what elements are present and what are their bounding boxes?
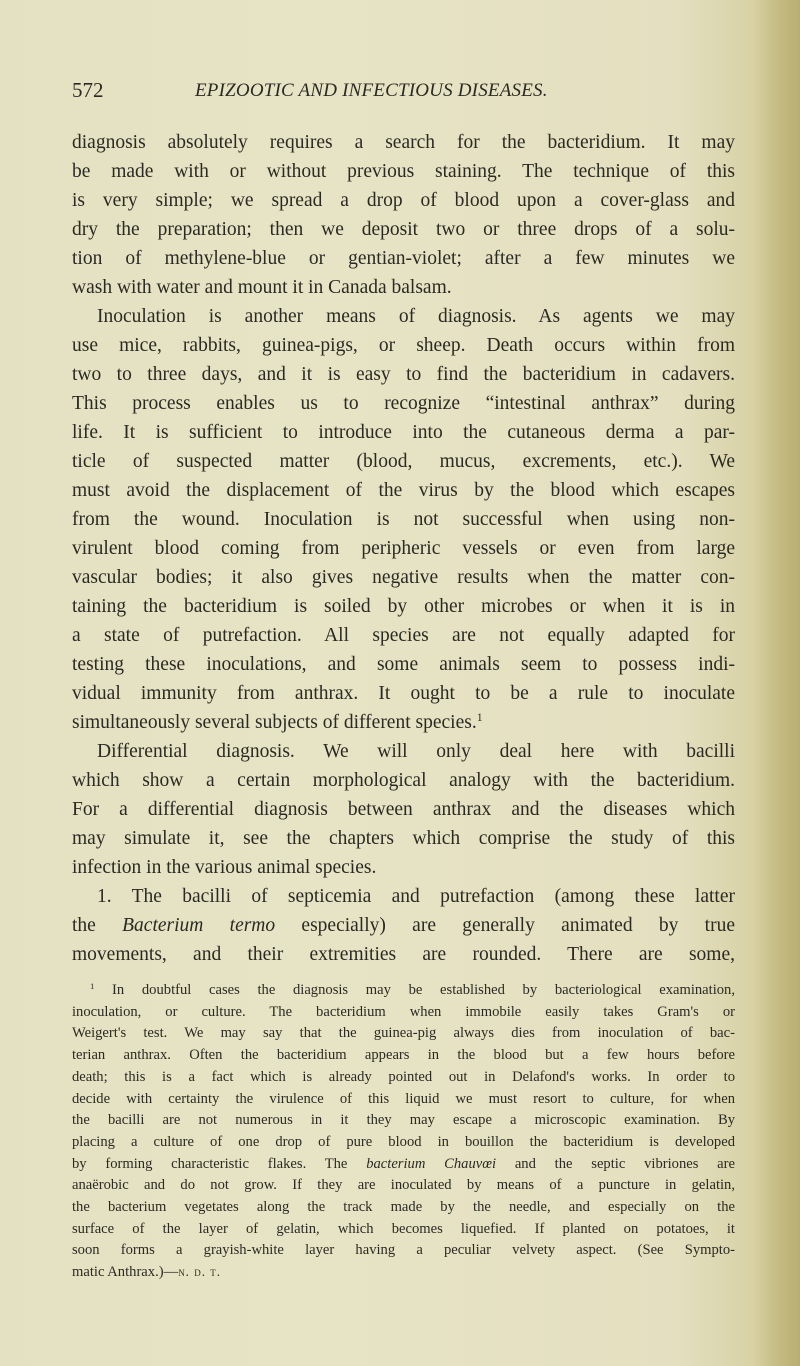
footnote-line (72, 1088, 735, 1110)
footnote-line (72, 1196, 735, 1218)
text-segment: taining the bacteridium is soiled by other microbes or when it is in (72, 596, 735, 617)
text-segment: dry the preparation; then we deposit two or three drops of a solu- (72, 219, 735, 240)
body-line (72, 215, 735, 244)
text-segment: placing a culture of one drop of pure blood in bouillon the bacteridium is developed (72, 1133, 735, 1150)
body-line (72, 186, 735, 215)
footnote-line (72, 1001, 735, 1023)
text-segment: is very simple; we spread a drop of blood upon a cover-glass and (72, 190, 735, 211)
footnote-marker: 1 (90, 980, 95, 991)
text-segment: testing these inoculations, and some animals seem to possess indi- (72, 654, 735, 675)
footnote-line (72, 1109, 735, 1131)
text-segment: wash with water and mount it in Canada balsam. (72, 277, 452, 298)
text-segment: n. d. t. (178, 1264, 222, 1280)
body-line (72, 708, 735, 737)
footnote-line (90, 979, 735, 1001)
body-line (72, 621, 735, 650)
text-segment: life. It is sufficient to introduce into the cutaneous derma a par- (72, 422, 735, 443)
body-line (72, 157, 735, 186)
body-line (72, 476, 735, 505)
text-segment: movements, and their extremities are rounded. There are some, (72, 944, 735, 965)
text-segment: by forming characteristic flakes. The (72, 1155, 367, 1172)
text-segment: be made with or without previous staining. The technique of this (72, 161, 735, 182)
body-line (97, 737, 735, 766)
text-segment: virulent blood coming from peripheric vessels or even from large (72, 538, 735, 559)
text-segment: For a differential diagnosis between anthrax and the diseases which (72, 799, 735, 820)
text-segment: soon forms a grayish-white layer having a peculiar velvety aspect. (See Sympto- (72, 1242, 735, 1259)
body-line (72, 505, 735, 534)
text-segment: from the wound. Inoculation is not successful when using non- (72, 509, 735, 530)
body-line (72, 447, 735, 476)
page-number: 572 (72, 78, 104, 102)
text-segment: ticle of suspected matter (blood, mucus, excrements, etc.). We (72, 451, 735, 472)
footnote-line (72, 1131, 735, 1153)
text-segment: a state of putrefaction. All species are not equally adapted for (72, 625, 735, 646)
text-segment: simultaneously several subjects of different species. (72, 712, 477, 733)
footnote-line (72, 1044, 735, 1066)
text-segment: the bacterium vegetates along the track made by the needle, and especially on the (72, 1199, 735, 1215)
footnote-marker: 1 (476, 710, 483, 724)
text-segment: Differential diagnosis. We will only deal here with bacilli (97, 741, 735, 762)
body-line (72, 911, 735, 940)
text-segment: tion of methylene-blue or gentian-violet; after a few minutes we (72, 248, 735, 269)
body-line (97, 302, 735, 331)
footnote-line (72, 1239, 735, 1261)
text-segment: Inoculation is another means of diagnosis. As agents we may (97, 306, 735, 327)
body-line (72, 853, 735, 882)
footnote-line (72, 1261, 735, 1283)
body-line (72, 795, 735, 824)
footnote-line (72, 1022, 735, 1044)
text-segment: two to three days, and it is easy to find the bacteridium in cadavers. (72, 364, 735, 385)
text-segment: diagnosis absolutely requires a search for the bacteridium. It may (72, 132, 735, 153)
body-line (72, 592, 735, 621)
body-line (72, 389, 735, 418)
text-segment: matic Anthrax.)— (72, 1264, 179, 1281)
italic-text: Bacterium termo (122, 915, 276, 936)
body-line (72, 360, 735, 389)
text-segment: the (72, 915, 123, 936)
text-segment: death; this is a fact which is already pointed out in Delafond's works. In order to (72, 1068, 735, 1085)
body-line (72, 679, 735, 708)
text-segment: must avoid the displacement of the virus by the blood which escapes (72, 480, 735, 501)
body-line (72, 128, 735, 157)
footnote-line (72, 1218, 735, 1240)
text-segment: 1. The bacilli of septicemia and putrefaction (among these latter (97, 886, 735, 907)
footnote-line (72, 1066, 735, 1088)
body-line (72, 824, 735, 853)
italic-text: bacterium Chauvœi (366, 1155, 497, 1172)
body-line (72, 940, 735, 969)
text-segment: which show a certain morphological analogy with the bacteridium. (72, 770, 735, 791)
text-segment: infection in the various animal species. (72, 857, 377, 878)
body-line (72, 244, 735, 273)
text-segment: vidual immunity from anthrax. It ought to be a rule to inoculate (72, 683, 735, 704)
running-title: EPIZOOTIC AND INFECTIOUS DISEASES. (195, 80, 548, 101)
body-line (72, 650, 735, 679)
body-line (72, 418, 735, 447)
text-segment: terian anthrax. Often the bacteridium appears in the blood but a few hours before (72, 1047, 735, 1064)
text-segment: Weigert's test. We may say that the guinea-pig always dies from inoculation of bac- (72, 1025, 735, 1042)
body-line (72, 534, 735, 563)
text-segment: may simulate it, see the chapters which comprise the study of this (72, 828, 735, 849)
body-line (72, 273, 735, 302)
body-line (72, 766, 735, 795)
text-segment: This process enables us to recognize “intestinal anthrax” during (72, 393, 735, 414)
body-line (72, 331, 735, 360)
text-segment: and the septic vibriones are (496, 1155, 735, 1172)
body-line (72, 563, 735, 592)
text-segment: In doubtful cases the diagnosis may be established by bacteriological examination, (94, 982, 735, 998)
text-segment: surface of the layer of gelatin, which becomes liquefied. If planted on potatoes, it (72, 1220, 735, 1237)
text-segment: decide with certainty the virulence of this liquid we must resort to culture, for when (72, 1090, 735, 1107)
text-segment: use mice, rabbits, guinea-pigs, or sheep. Death occurs within from (72, 335, 735, 356)
body-line (97, 882, 735, 911)
footnote-line (72, 1174, 735, 1196)
text-segment: especially) are generally animated by true (275, 915, 735, 936)
text-segment: anaërobic and do not grow. If they are inoculated by means of a puncture in gelatin, (72, 1177, 735, 1194)
text-segment: inoculation, or culture. The bacteridium when immobile easily takes Gram's or (72, 1003, 735, 1020)
text-segment: vascular bodies; it also gives negative results when the matter con- (72, 567, 735, 588)
text-segment: the bacilli are not numerous in it they may escape a microscopic examination. By (72, 1112, 735, 1129)
footnote-line (72, 1153, 735, 1175)
